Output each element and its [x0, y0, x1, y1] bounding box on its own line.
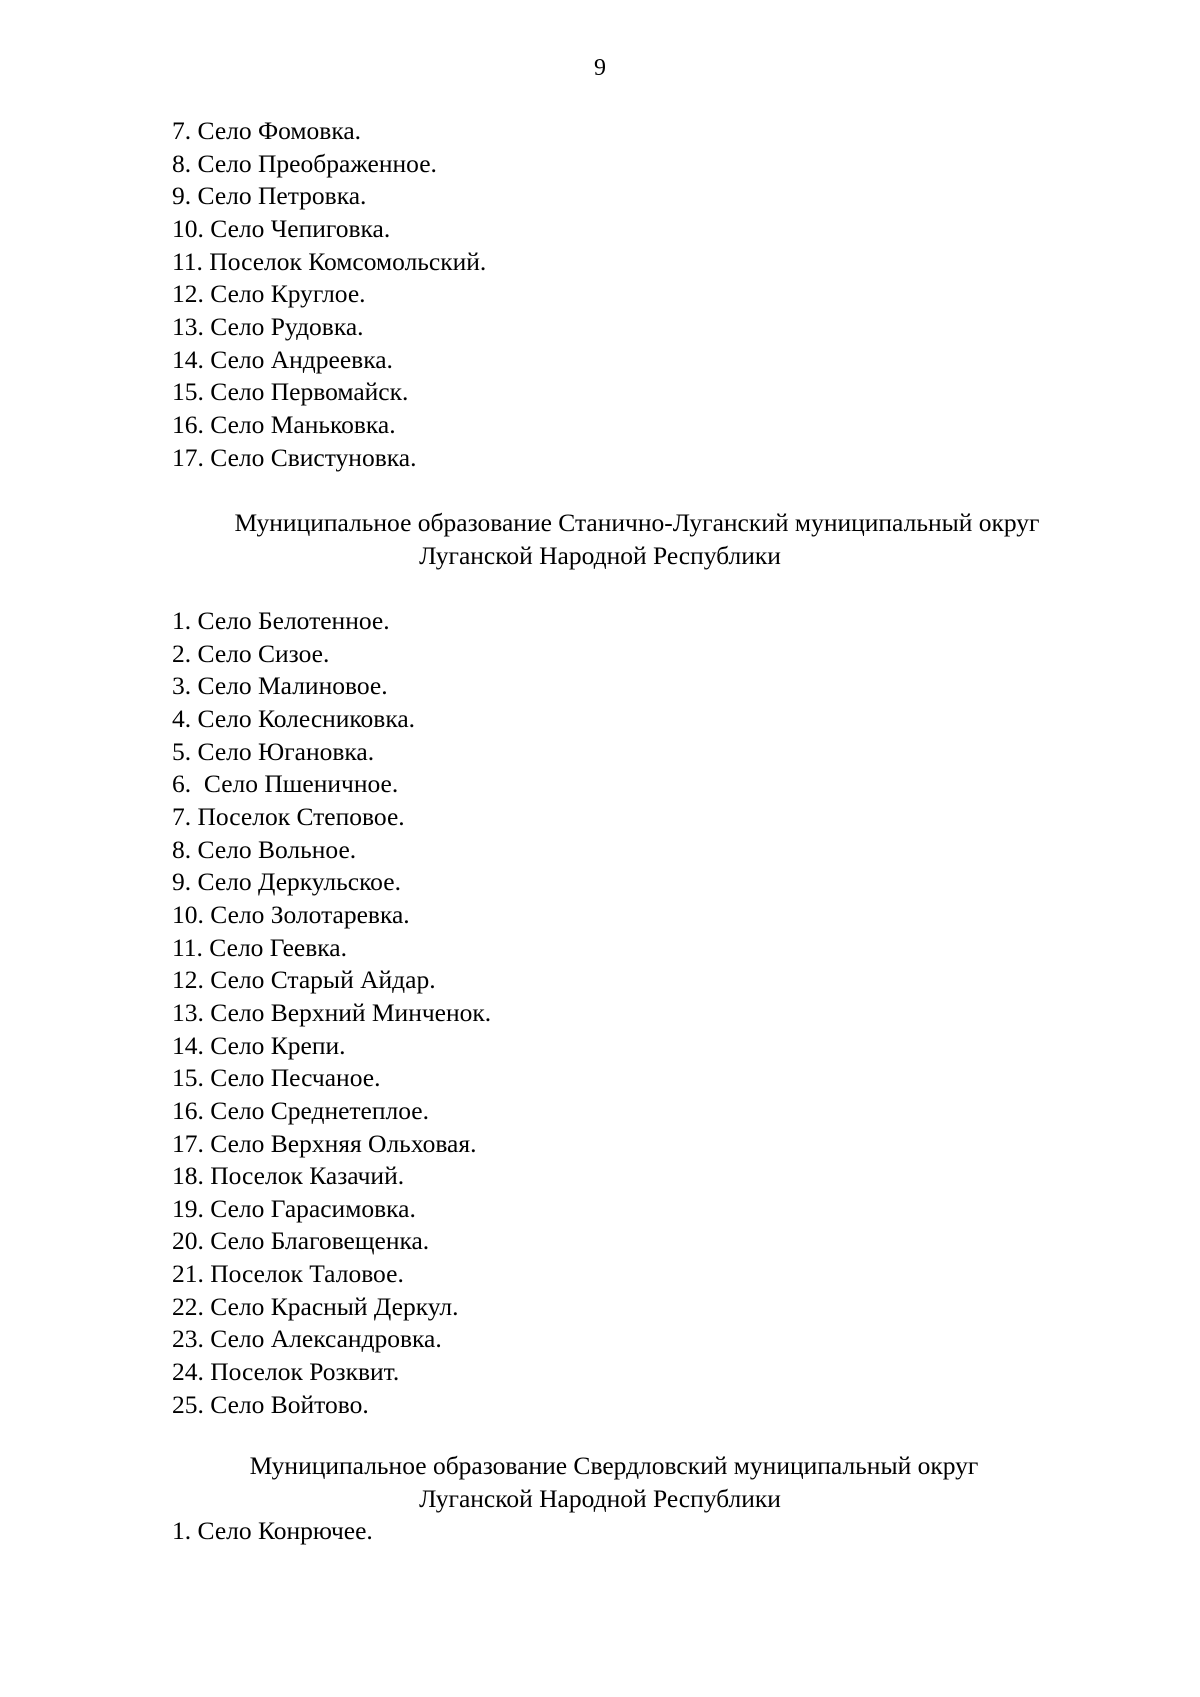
list-item: 22. Село Красный Деркул. — [172, 1291, 459, 1321]
list-item: 11. Село Геевка. — [172, 932, 347, 962]
list-item: 3. Село Малиновое. — [172, 671, 388, 701]
list-item: 15. Село Песчаное. — [172, 1063, 381, 1093]
page-number: 9 — [594, 55, 606, 81]
settlement-list — [172, 115, 486, 474]
list-item: 16. Село Среднетеплое. — [172, 1095, 430, 1125]
list-item: 18. Поселок Казачий. — [172, 1161, 405, 1191]
list-item: 9. Село Деркульское. — [172, 867, 401, 897]
list-item: 8. Село Вольное. — [172, 834, 357, 864]
settlement-list — [172, 605, 491, 1421]
list-item: 25. Село Войтово. — [172, 1389, 369, 1419]
section-heading-stanichno-lugansky — [0, 507, 1200, 572]
section-heading-sverdlovsky — [0, 1450, 1200, 1515]
list-item: 14. Село Андреевка. — [172, 344, 393, 374]
list-item: 1. Село Белотенное. — [172, 606, 390, 635]
list-item: 13. Село Рудовка. — [172, 311, 364, 341]
list-item: 1. Село Конрючее. — [172, 1516, 373, 1545]
list-item: 14. Село Крепи. — [172, 1030, 346, 1060]
list-item: 19. Село Гарасимовка. — [172, 1193, 416, 1223]
list-item: 6. Село Пшеничное. — [172, 769, 399, 799]
section-heading-line: Муниципальное образование Свердловский муниципальный округ — [249, 1451, 979, 1480]
list-item: 17. Село Свистуновка. — [172, 442, 417, 472]
list-item: 10. Село Чепиговка. — [172, 213, 391, 243]
list-item: 12. Село Круглое. — [172, 279, 366, 309]
section-heading-line: Муниципальное образование Станично-Луганский муниципальный округ — [234, 508, 1040, 537]
list-item: 24. Поселок Розквит. — [172, 1357, 400, 1387]
list-item: 10. Село Золотаревка. — [172, 899, 410, 929]
list-item: 16. Село Маньковка. — [172, 409, 396, 439]
list-item: 11. Поселок Комсомольский. — [172, 246, 487, 276]
list-item: 12. Село Старый Айдар. — [172, 965, 436, 995]
list-item: 5. Село Югановка. — [172, 736, 375, 766]
list-item: 17. Село Верхняя Ольховая. — [172, 1128, 477, 1158]
list-item: 8. Село Преображенное. — [172, 148, 437, 178]
list-item: 13. Село Верхний Минченок. — [172, 997, 492, 1027]
list-item: 7. Поселок Степовое. — [172, 801, 405, 831]
section-heading-line: Луганской Народной Республики — [419, 540, 781, 570]
section-heading-line: Луганской Народной Республики — [419, 1483, 781, 1513]
list-item: 7. Село Фомовка. — [172, 116, 362, 145]
list-item: 4. Село Колесниковка. — [172, 703, 416, 733]
settlement-list — [172, 1515, 373, 1548]
list-item: 9. Село Петровка. — [172, 181, 367, 211]
list-item: 23. Село Александровка. — [172, 1324, 442, 1354]
list-item: 15. Село Первомайск. — [172, 377, 409, 407]
list-item: 21. Поселок Таловое. — [172, 1259, 404, 1289]
list-item: 20. Село Благовещенка. — [172, 1226, 430, 1256]
list-item: 2. Село Сизое. — [172, 638, 330, 668]
